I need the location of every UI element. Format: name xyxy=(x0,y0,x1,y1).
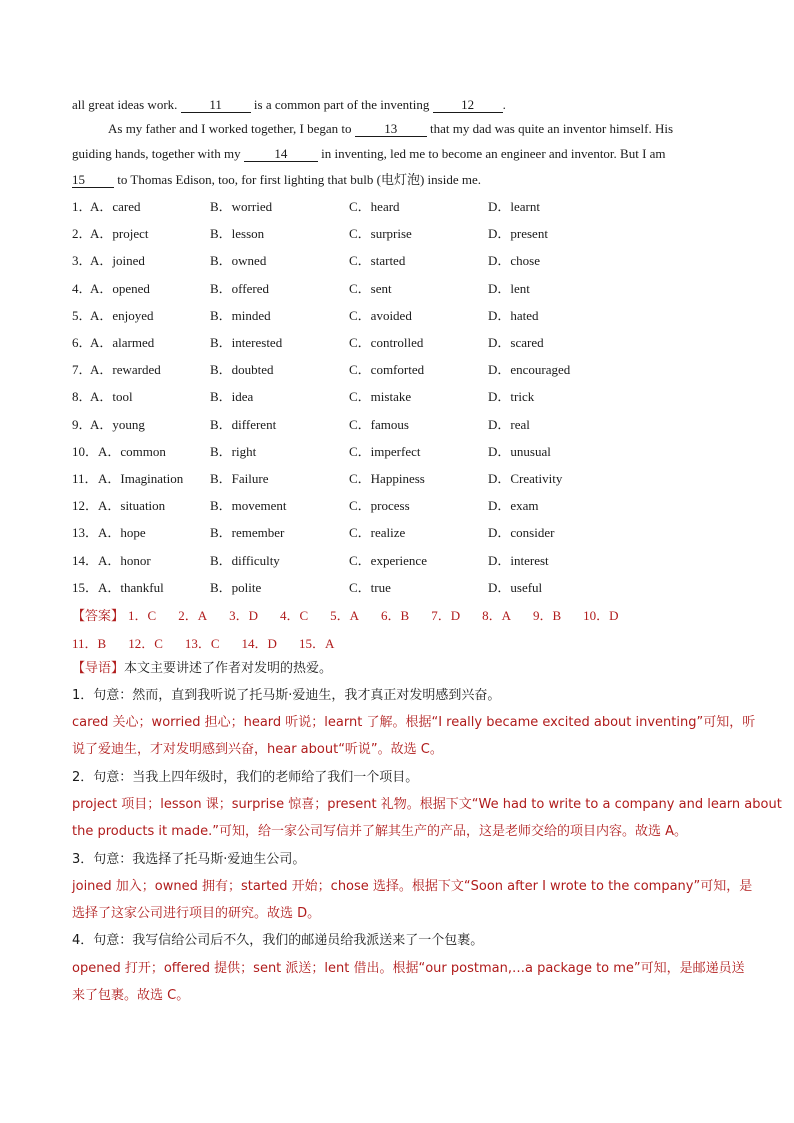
option-d: D．learnt xyxy=(488,199,540,214)
option-b: B．interested xyxy=(210,335,283,350)
explanation-1-line-2: 说了爱迪生，才对发明感到兴奋，hear about“听说”。故选 C。 xyxy=(72,742,443,757)
option-d: D．exam xyxy=(488,498,539,514)
answer-item: 6．B xyxy=(381,608,410,623)
explanation-3-line-1: joined 加入；owned 拥有；started 开始；chose 选择。根据下文“Soon after I wrote to the company”可知，是 xyxy=(72,879,753,894)
blank-14: 14 xyxy=(244,146,318,162)
option-c: C．surprise xyxy=(349,226,412,242)
option-a: A．rewarded xyxy=(90,362,161,378)
option-c: C．realize xyxy=(349,525,406,541)
option-d: D．interest xyxy=(488,552,549,568)
question-number: 15． xyxy=(72,579,99,595)
option-c: C．controlled xyxy=(349,335,424,350)
answer-item: 9．B xyxy=(532,608,562,623)
option-a: A．situation xyxy=(98,498,166,514)
question-number: 11． xyxy=(72,471,98,486)
option-a: A．thankful xyxy=(98,579,164,595)
option-b: B．movement xyxy=(210,498,287,514)
explanation-3-line-2: 选择了这家公司进行项目的研究。故选 D。 xyxy=(72,906,321,921)
option-d: D．hated xyxy=(488,307,539,323)
passage-line-1 xyxy=(72,96,506,114)
option-b: B．idea xyxy=(210,389,254,405)
option-c: C．true xyxy=(349,579,391,595)
passage-text: guiding hands, together with my xyxy=(72,146,244,161)
answer-row-1 xyxy=(72,605,641,624)
option-a: A．enjoyed xyxy=(90,307,154,323)
explanation-2-line-2: the products it made.”可知，给一家公司写信并了解其生产的产品，这是老师交给的项目内容。故选 A。 xyxy=(72,824,687,839)
passage-text: As my father and I worked together, I began to xyxy=(108,121,355,136)
answer-item: 2．A xyxy=(178,608,208,623)
option-a: A．joined xyxy=(90,253,145,269)
answer-row-2 xyxy=(72,633,356,652)
option-d: D．Creativity xyxy=(488,471,563,486)
explanation-2-head: 2．句意：当我上四年级时，我们的老师给了我们一个项目。 xyxy=(72,770,419,785)
passage-text: all great ideas work. xyxy=(72,97,181,112)
option-d: D．lent xyxy=(488,280,530,296)
answer-item: 3．D xyxy=(229,608,258,623)
question-number: 1． xyxy=(72,199,92,214)
guide-line xyxy=(72,660,332,678)
passage-text: to Thomas Edison, too, for first lighting that bulb (电灯泡) inside me. xyxy=(114,172,481,187)
option-a: A．cared xyxy=(90,199,141,214)
option-a: A．Imagination xyxy=(98,471,184,486)
option-b: B．different xyxy=(210,416,277,432)
question-number: 13． xyxy=(72,525,99,541)
question-number: 9． xyxy=(72,416,92,432)
explanation-4-line-1: opened 打开；offered 提供；sent 派送；lent 借出。根据“our postman,…a package to me”可知，是邮递员送 xyxy=(72,961,745,976)
question-number: 7． xyxy=(72,362,92,378)
option-c: C．experience xyxy=(349,552,427,568)
passage-text: . xyxy=(502,97,506,112)
answer-item: 10．D xyxy=(583,608,619,623)
option-c: C．process xyxy=(349,498,410,514)
explanation-1-line-1: cared 关心；worried 担心；heard 听说；learnt 了解。根据“I really became excited about inventing”可知，听 xyxy=(72,715,756,730)
blank-13: 13 xyxy=(355,121,427,137)
answer-item: 15．A xyxy=(298,636,335,651)
option-b: B．worried xyxy=(210,199,273,214)
question-number: 2． xyxy=(72,226,92,242)
option-c: C．comforted xyxy=(349,362,425,378)
option-d: D．useful xyxy=(488,579,543,595)
answer-item: 4．C xyxy=(279,608,309,623)
guide-text: 本文主要讲述了作者对发明的热爱。 xyxy=(124,661,333,676)
question-number: 10． xyxy=(72,443,99,459)
option-a: A．opened xyxy=(90,280,150,296)
option-a: A．project xyxy=(90,226,149,242)
passage-line-2 xyxy=(108,120,673,138)
option-d: D．chose xyxy=(488,253,540,269)
option-d: D．consider xyxy=(488,525,555,541)
answer-item: 11．B xyxy=(72,636,107,651)
answer-item: 13．C xyxy=(184,636,220,651)
blank-11: 11 xyxy=(181,97,251,113)
option-c: C．avoided xyxy=(349,307,412,323)
option-b: B．right xyxy=(210,443,257,459)
passage-text: in inventing, led me to become an engineer and inventor. But I am xyxy=(317,146,666,161)
option-d: D．encouraged xyxy=(488,362,571,378)
answer-item: 5．A xyxy=(330,608,360,623)
option-b: B．offered xyxy=(210,280,269,296)
option-a: A．tool xyxy=(90,389,133,405)
option-b: B．minded xyxy=(210,307,271,323)
option-a: A．honor xyxy=(98,552,151,568)
passage-text: is a common part of the inventing xyxy=(250,97,433,112)
option-b: B．lesson xyxy=(210,226,265,242)
option-a: A．alarmed xyxy=(90,335,155,350)
option-d: D．unusual xyxy=(488,443,551,459)
option-b: B．remember xyxy=(210,525,285,541)
explanation-4-line-2: 来了包裹。故选 C。 xyxy=(72,988,190,1003)
passage-line-4 xyxy=(72,171,481,189)
option-c: C．heard xyxy=(349,199,400,214)
explanation-2-line-1: project 项目；lesson 课；surprise 惊喜；present 礼物。根据下文“We had to write to a company and learn about xyxy=(72,797,782,812)
option-c: C．famous xyxy=(349,416,409,432)
guide-label: 【导语】 xyxy=(72,661,125,676)
answer-item: 1．C xyxy=(128,608,157,623)
explanation-1-head: 1．句意：然而，直到我听说了托马斯·爱迪生，我才真正对发明感到兴奋。 xyxy=(72,688,501,703)
option-c: C．started xyxy=(349,253,406,269)
option-c: C．mistake xyxy=(349,389,412,405)
question-number: 5． xyxy=(72,307,92,323)
option-b: B．Failure xyxy=(210,471,269,486)
option-d: D．scared xyxy=(488,335,544,350)
option-b: B．owned xyxy=(210,253,267,269)
option-c: C．sent xyxy=(349,280,392,296)
question-number: 12． xyxy=(72,498,99,514)
question-number: 4． xyxy=(72,280,92,296)
answer-item: 12．C xyxy=(128,636,163,651)
option-c: C．imperfect xyxy=(349,443,421,459)
option-a: A．common xyxy=(98,443,166,459)
passage-text: that my dad was quite an inventor himself. His xyxy=(426,121,673,136)
question-number: 8． xyxy=(72,389,92,405)
option-a: A．young xyxy=(90,416,145,432)
question-number: 14． xyxy=(72,552,99,568)
question-number: 3． xyxy=(72,253,92,269)
option-a: A．hope xyxy=(98,525,146,541)
blank-12: 12 xyxy=(433,97,503,113)
option-d: D．trick xyxy=(488,389,535,405)
answer-item: 8．A xyxy=(482,608,511,623)
passage-line-3 xyxy=(72,145,666,163)
answer-item: 7．D xyxy=(431,608,461,623)
option-d: D．present xyxy=(488,226,548,242)
blank-15: 15 xyxy=(72,172,114,188)
option-b: B．doubted xyxy=(210,362,274,378)
question-number: 6． xyxy=(72,335,92,350)
option-b: B．polite xyxy=(210,579,262,595)
answer-label: 【答案】 xyxy=(72,608,125,623)
answer-item: 14．D xyxy=(241,636,277,651)
option-d: D．real xyxy=(488,416,530,432)
explanation-3-head: 3．句意：我选择了托马斯·爱迪生公司。 xyxy=(72,852,306,867)
option-c: C．Happiness xyxy=(349,471,425,486)
option-b: B．difficulty xyxy=(210,552,280,568)
explanation-4-head: 4．句意：我写信给公司后不久，我们的邮递员给我派送来了一个包裹。 xyxy=(72,933,484,948)
